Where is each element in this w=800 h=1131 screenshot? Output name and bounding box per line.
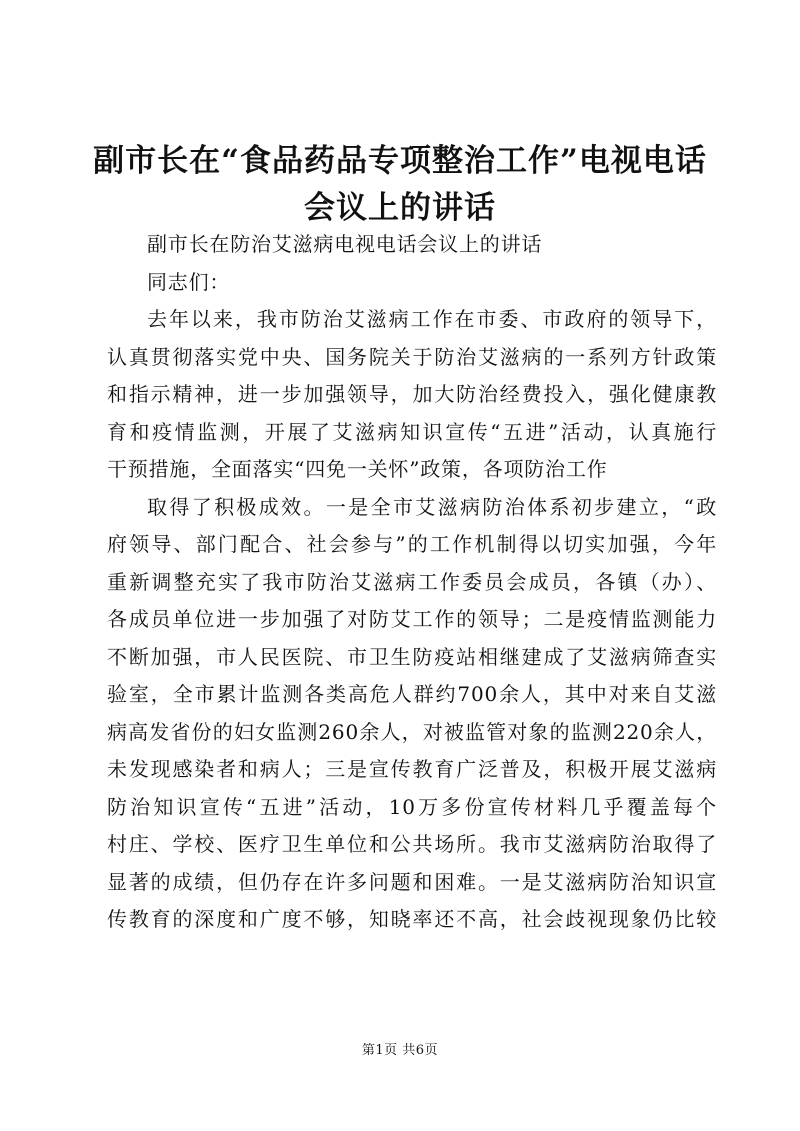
paragraph-line: 和指示精神，进一步加强领导，加大防治经费投入，强化健康教 — [107, 382, 717, 406]
paragraph-line: 育和疫情监测，开展了艾滋病知识宣传“五进”活动，认真施行 — [107, 419, 717, 444]
paragraph-line: 重新调整充实了我市防治艾滋病工作委员会成员，各镇（办）、 — [107, 569, 717, 594]
document-body — [107, 226, 717, 939]
page-number-label: 第1页 共6页 — [361, 1043, 439, 1058]
paragraph-line: 取得了积极成效。一是全市艾滋病防治体系初步建立，“政 — [147, 494, 717, 519]
paragraph-line: 各成员单位进一步加强了对防艾工作的领导；二是疫情监测能力 — [107, 607, 717, 631]
title-line: 副市长在“食品药品专项整治工作”电视电话 — [93, 143, 707, 179]
paragraph-line: 村庄、学校、医疗卫生单位和公共场所。我市艾滋病防治取得了 — [107, 832, 717, 856]
page-footer — [0, 1041, 800, 1061]
paragraph-1 — [107, 301, 717, 489]
greeting-text: 同志们： — [147, 269, 231, 294]
paragraph-line: 不断加强，市人民医院、市卫生防疫站相继建成了艾滋病筛查实 — [107, 644, 717, 669]
paragraph-line: 病高发省份的妇女监测260余人，对被监管对象的监测220余人， — [107, 719, 717, 744]
subtitle — [107, 226, 717, 264]
title-line: 会议上的讲话 — [304, 190, 496, 226]
greeting — [107, 264, 717, 302]
paragraph-line: 干预措施，全面落实“四免一关怀”政策，各项防治工作 — [107, 457, 608, 481]
paragraph-line: 认真贯彻落实党中央、国务院关于防治艾滋病的一系列方针政策 — [107, 344, 717, 369]
paragraph-line: 防治知识宣传“五进”活动，10万多份宣传材料几乎覆盖每个 — [107, 794, 717, 819]
paragraph-2 — [107, 489, 717, 939]
document-title — [90, 138, 710, 232]
subtitle-text: 副市长在防治艾滋病电视电话会议上的讲话 — [147, 232, 543, 256]
paragraph-line: 传教育的深度和广度不够，知晓率还不高，社会歧视现象仍比较 — [107, 907, 717, 931]
paragraph-line: 去年以来，我市防治艾滋病工作在市委、市政府的领导下， — [147, 307, 717, 331]
paragraph-line: 未发现感染者和病人；三是宣传教育广泛普及，积极开展艾滋病 — [107, 757, 717, 781]
paragraph-line: 验室，全市累计监测各类高危人群约700余人，其中对来自艾滋 — [107, 682, 717, 706]
paragraph-line: 显著的成绩，但仍存在许多问题和困难。一是艾滋病防治知识宣 — [107, 869, 717, 894]
paragraph-line: 府领导、部门配合、社会参与”的工作机制得以切实加强，今年 — [107, 532, 717, 556]
